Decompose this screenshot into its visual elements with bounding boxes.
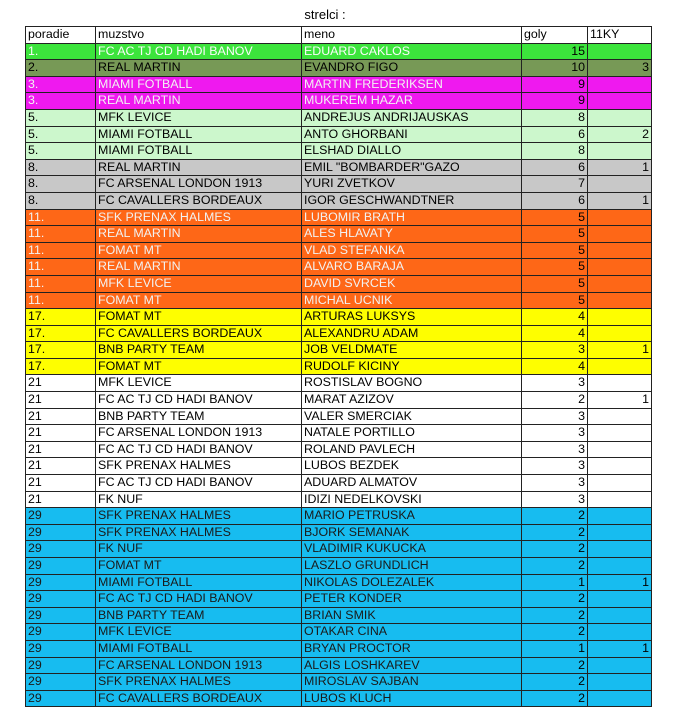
cell-team: MIAMI FOTBALL	[96, 574, 302, 591]
cell-name: NATALE PORTILLO	[302, 425, 522, 442]
cell-goals: 3	[522, 375, 588, 392]
cell-penalties	[588, 541, 652, 558]
cell-rank: 29	[26, 574, 96, 591]
cell-goals: 2	[522, 541, 588, 558]
cell-name: PETER KONDER	[302, 591, 522, 608]
cell-penalties: 1	[588, 192, 652, 209]
header-name: meno	[302, 27, 522, 44]
cell-rank: 11.	[26, 275, 96, 292]
cell-rank: 3.	[26, 76, 96, 93]
cell-name: YURI ZVETKOV	[302, 176, 522, 193]
cell-goals: 1	[522, 574, 588, 591]
cell-goals: 9	[522, 76, 588, 93]
cell-goals: 4	[522, 325, 588, 342]
cell-goals: 6	[522, 159, 588, 176]
table-row	[26, 524, 652, 541]
cell-goals: 7	[522, 176, 588, 193]
cell-name: MARAT AZIZOV	[302, 392, 522, 409]
cell-team: FOMAT MT	[96, 292, 302, 309]
cell-penalties: 1	[588, 574, 652, 591]
cell-name: LUBOMIR BRATH	[302, 209, 522, 226]
cell-penalties	[588, 657, 652, 674]
cell-goals: 4	[522, 309, 588, 326]
cell-team: MIAMI FOTBALL	[96, 143, 302, 160]
table-row	[26, 408, 652, 425]
cell-team: REAL MARTIN	[96, 226, 302, 243]
cell-name: VLAD STEFANKA	[302, 242, 522, 259]
cell-penalties	[588, 375, 652, 392]
cell-team: MFK LEVICE	[96, 275, 302, 292]
cell-team: BNB PARTY TEAM	[96, 408, 302, 425]
cell-name: ALVARO BARAJA	[302, 259, 522, 276]
cell-penalties	[588, 524, 652, 541]
cell-rank: 8.	[26, 192, 96, 209]
table-row	[26, 126, 652, 143]
cell-rank: 29	[26, 640, 96, 657]
cell-name: ARTURAS LUKSYS	[302, 309, 522, 326]
table-row	[26, 292, 652, 309]
cell-team: FC CAVALLERS BORDEAUX	[96, 325, 302, 342]
cell-team: FC AC TJ CD HADI BANOV	[96, 392, 302, 409]
cell-team: FC CAVALLERS BORDEAUX	[96, 192, 302, 209]
cell-name: IDIZI NEDELKOVSKI	[302, 491, 522, 508]
cell-rank: 21	[26, 441, 96, 458]
cell-goals: 3	[522, 458, 588, 475]
table-row	[26, 508, 652, 525]
table-row	[26, 441, 652, 458]
cell-penalties	[588, 458, 652, 475]
table-row	[26, 491, 652, 508]
cell-team: FOMAT MT	[96, 309, 302, 326]
cell-rank: 29	[26, 508, 96, 525]
cell-rank: 21	[26, 425, 96, 442]
table-row	[26, 76, 652, 93]
table-row	[26, 342, 652, 359]
cell-team: MIAMI FOTBALL	[96, 76, 302, 93]
cell-rank: 11.	[26, 226, 96, 243]
cell-penalties	[588, 475, 652, 492]
cell-goals: 3	[522, 342, 588, 359]
cell-name: VLADIMIR KUKUCKA	[302, 541, 522, 558]
cell-penalties	[588, 275, 652, 292]
cell-name: ANTO GHORBANI	[302, 126, 522, 143]
table-row	[26, 475, 652, 492]
cell-goals: 3	[522, 425, 588, 442]
cell-name: RUDOLF KICINY	[302, 358, 522, 375]
cell-goals: 8	[522, 109, 588, 126]
cell-name: LUBOS BEZDEK	[302, 458, 522, 475]
cell-name: MIROSLAV SAJBAN	[302, 674, 522, 691]
table-row	[26, 425, 652, 442]
cell-goals: 8	[522, 143, 588, 160]
cell-name: MUKEREM HAZAR	[302, 93, 522, 110]
cell-goals: 2	[522, 558, 588, 575]
cell-penalties: 1	[588, 159, 652, 176]
cell-team: BNB PARTY TEAM	[96, 342, 302, 359]
cell-goals: 2	[522, 657, 588, 674]
cell-name: ADUARD ALMATOV	[302, 475, 522, 492]
cell-name: LASZLO GRUNDLICH	[302, 558, 522, 575]
table-row	[26, 690, 652, 707]
cell-goals: 2	[522, 392, 588, 409]
cell-rank: 5.	[26, 126, 96, 143]
cell-rank: 8.	[26, 159, 96, 176]
cell-team: FOMAT MT	[96, 558, 302, 575]
cell-rank: 29	[26, 657, 96, 674]
cell-rank: 29	[26, 541, 96, 558]
cell-goals: 2	[522, 607, 588, 624]
cell-goals: 6	[522, 192, 588, 209]
cell-name: ROSTISLAV BOGNO	[302, 375, 522, 392]
cell-name: JOB VELDMATE	[302, 342, 522, 359]
cell-penalties	[588, 508, 652, 525]
cell-rank: 21	[26, 491, 96, 508]
cell-goals: 1	[522, 640, 588, 657]
cell-team: REAL MARTIN	[96, 93, 302, 110]
cell-name: ROLAND PAVLECH	[302, 441, 522, 458]
cell-rank: 11.	[26, 209, 96, 226]
cell-name: LUBOS KLUCH	[302, 690, 522, 707]
cell-team: MFK LEVICE	[96, 109, 302, 126]
table-row	[26, 624, 652, 641]
cell-team: FC AC TJ CD HADI BANOV	[96, 441, 302, 458]
cell-goals: 9	[522, 93, 588, 110]
cell-goals: 5	[522, 292, 588, 309]
cell-rank: 29	[26, 674, 96, 691]
cell-penalties	[588, 425, 652, 442]
cell-name: MARTIN FREDERIKSEN	[302, 76, 522, 93]
cell-name: BRYAN PROCTOR	[302, 640, 522, 657]
cell-team: FK NUF	[96, 541, 302, 558]
cell-rank: 17.	[26, 325, 96, 342]
cell-team: SFK PRENAX HALMES	[96, 524, 302, 541]
cell-penalties	[588, 43, 652, 60]
cell-penalties	[588, 109, 652, 126]
cell-rank: 21	[26, 408, 96, 425]
cell-goals: 2	[522, 508, 588, 525]
cell-penalties	[588, 143, 652, 160]
cell-penalties	[588, 309, 652, 326]
cell-goals: 5	[522, 275, 588, 292]
table-row	[26, 60, 652, 77]
cell-name: VALER SMERCIAK	[302, 408, 522, 425]
cell-goals: 15	[522, 43, 588, 60]
cell-rank: 8.	[26, 176, 96, 193]
cell-name: MARIO PETRUSKA	[302, 508, 522, 525]
cell-goals: 2	[522, 524, 588, 541]
cell-goals: 3	[522, 408, 588, 425]
table-row	[26, 176, 652, 193]
cell-penalties: 3	[588, 60, 652, 77]
cell-name: BJORK SEMANAK	[302, 524, 522, 541]
cell-goals: 3	[522, 441, 588, 458]
cell-penalties: 1	[588, 392, 652, 409]
cell-rank: 2.	[26, 60, 96, 77]
cell-rank: 29	[26, 558, 96, 575]
cell-rank: 17.	[26, 342, 96, 359]
cell-goals: 10	[522, 60, 588, 77]
cell-penalties	[588, 624, 652, 641]
cell-team: FOMAT MT	[96, 242, 302, 259]
cell-goals: 5	[522, 209, 588, 226]
cell-team: REAL MARTIN	[96, 259, 302, 276]
cell-team: FC ARSENAL LONDON 1913	[96, 425, 302, 442]
table-row	[26, 392, 652, 409]
table-row	[26, 458, 652, 475]
cell-penalties	[588, 242, 652, 259]
cell-name: NIKOLAS DOLEZALEK	[302, 574, 522, 591]
cell-penalties	[588, 441, 652, 458]
cell-goals: 3	[522, 475, 588, 492]
table-row	[26, 159, 652, 176]
table-row	[26, 674, 652, 691]
cell-penalties	[588, 674, 652, 691]
cell-penalties	[588, 209, 652, 226]
table-row	[26, 226, 652, 243]
table-row	[26, 640, 652, 657]
cell-team: REAL MARTIN	[96, 60, 302, 77]
cell-penalties	[588, 292, 652, 309]
cell-goals: 3	[522, 491, 588, 508]
cell-name: EVANDRO FIGO	[302, 60, 522, 77]
cell-team: SFK PRENAX HALMES	[96, 674, 302, 691]
page-title	[0, 7, 680, 22]
cell-team: FC ARSENAL LONDON 1913	[96, 176, 302, 193]
cell-penalties	[588, 226, 652, 243]
table-row	[26, 574, 652, 591]
cell-rank: 17.	[26, 309, 96, 326]
table-row	[26, 607, 652, 624]
cell-penalties	[588, 690, 652, 707]
cell-name: EMIL "BOMBARDER"GAZO	[302, 159, 522, 176]
cell-name: OTAKAR CINA	[302, 624, 522, 641]
cell-rank: 21	[26, 375, 96, 392]
header-penalties: 11KY	[588, 27, 652, 44]
table-row	[26, 591, 652, 608]
cell-goals: 6	[522, 126, 588, 143]
cell-rank: 3.	[26, 93, 96, 110]
cell-team: SFK PRENAX HALMES	[96, 209, 302, 226]
cell-rank: 11.	[26, 292, 96, 309]
table-row	[26, 541, 652, 558]
cell-goals: 2	[522, 674, 588, 691]
table-row	[26, 358, 652, 375]
cell-rank: 5.	[26, 143, 96, 160]
scorers-table	[25, 26, 652, 707]
cell-penalties	[588, 76, 652, 93]
table-row	[26, 43, 652, 60]
cell-team: FOMAT MT	[96, 358, 302, 375]
cell-team: MIAMI FOTBALL	[96, 640, 302, 657]
cell-goals: 2	[522, 624, 588, 641]
table-row	[26, 657, 652, 674]
cell-penalties	[588, 558, 652, 575]
cell-team: FC AC TJ CD HADI BANOV	[96, 475, 302, 492]
scorers-table-body	[26, 27, 652, 707]
cell-name: ANDREJUS ANDRIJAUSKAS	[302, 109, 522, 126]
cell-penalties: 1	[588, 640, 652, 657]
header-team: muzstvo	[96, 27, 302, 44]
cell-penalties	[588, 259, 652, 276]
cell-team: FC AC TJ CD HADI BANOV	[96, 591, 302, 608]
table-row	[26, 309, 652, 326]
cell-team: MFK LEVICE	[96, 624, 302, 641]
cell-name: DAVID SVRCEK	[302, 275, 522, 292]
cell-rank: 11.	[26, 242, 96, 259]
cell-team: FK NUF	[96, 491, 302, 508]
cell-rank: 29	[26, 607, 96, 624]
table-row	[26, 275, 652, 292]
cell-goals: 5	[522, 259, 588, 276]
cell-rank: 29	[26, 591, 96, 608]
table-header-row	[26, 27, 652, 44]
table-row	[26, 325, 652, 342]
cell-team: SFK PRENAX HALMES	[96, 458, 302, 475]
cell-rank: 29	[26, 690, 96, 707]
table-row	[26, 375, 652, 392]
cell-rank: 1.	[26, 43, 96, 60]
cell-penalties	[588, 591, 652, 608]
table-row	[26, 259, 652, 276]
cell-name: BRIAN SMIK	[302, 607, 522, 624]
cell-rank: 29	[26, 624, 96, 641]
page-title-text: strelci :	[304, 7, 346, 22]
cell-penalties	[588, 607, 652, 624]
header-goals: goly	[522, 27, 588, 44]
cell-goals: 2	[522, 591, 588, 608]
table-row	[26, 109, 652, 126]
cell-rank: 17.	[26, 358, 96, 375]
cell-team: SFK PRENAX HALMES	[96, 508, 302, 525]
table-row	[26, 192, 652, 209]
cell-team: FC CAVALLERS BORDEAUX	[96, 690, 302, 707]
cell-team: MFK LEVICE	[96, 375, 302, 392]
cell-team: BNB PARTY TEAM	[96, 607, 302, 624]
cell-rank: 21	[26, 392, 96, 409]
cell-team: FC AC TJ CD HADI BANOV	[96, 43, 302, 60]
cell-penalties	[588, 491, 652, 508]
cell-penalties	[588, 408, 652, 425]
cell-team: MIAMI FOTBALL	[96, 126, 302, 143]
cell-rank: 5.	[26, 109, 96, 126]
cell-penalties	[588, 93, 652, 110]
cell-rank: 29	[26, 524, 96, 541]
table-row	[26, 93, 652, 110]
table-row	[26, 242, 652, 259]
cell-name: IGOR GESCHWANDTNER	[302, 192, 522, 209]
cell-name: EDUARD CAKLOS	[302, 43, 522, 60]
table-row	[26, 209, 652, 226]
cell-goals: 4	[522, 358, 588, 375]
cell-rank: 21	[26, 458, 96, 475]
table-row	[26, 558, 652, 575]
cell-name: ALEXANDRU ADAM	[302, 325, 522, 342]
header-rank: poradie	[26, 27, 96, 44]
cell-penalties	[588, 325, 652, 342]
cell-penalties: 1	[588, 342, 652, 359]
cell-penalties	[588, 358, 652, 375]
cell-goals: 5	[522, 242, 588, 259]
cell-name: ALES HLAVATY	[302, 226, 522, 243]
table-row	[26, 143, 652, 160]
cell-penalties: 2	[588, 126, 652, 143]
cell-rank: 21	[26, 475, 96, 492]
cell-name: ELSHAD DIALLO	[302, 143, 522, 160]
cell-penalties	[588, 176, 652, 193]
cell-goals: 5	[522, 226, 588, 243]
cell-rank: 11.	[26, 259, 96, 276]
cell-team: FC ARSENAL LONDON 1913	[96, 657, 302, 674]
cell-name: ALGIS LOSHKAREV	[302, 657, 522, 674]
cell-goals: 2	[522, 690, 588, 707]
cell-name: MICHAL UCNIK	[302, 292, 522, 309]
cell-team: REAL MARTIN	[96, 159, 302, 176]
